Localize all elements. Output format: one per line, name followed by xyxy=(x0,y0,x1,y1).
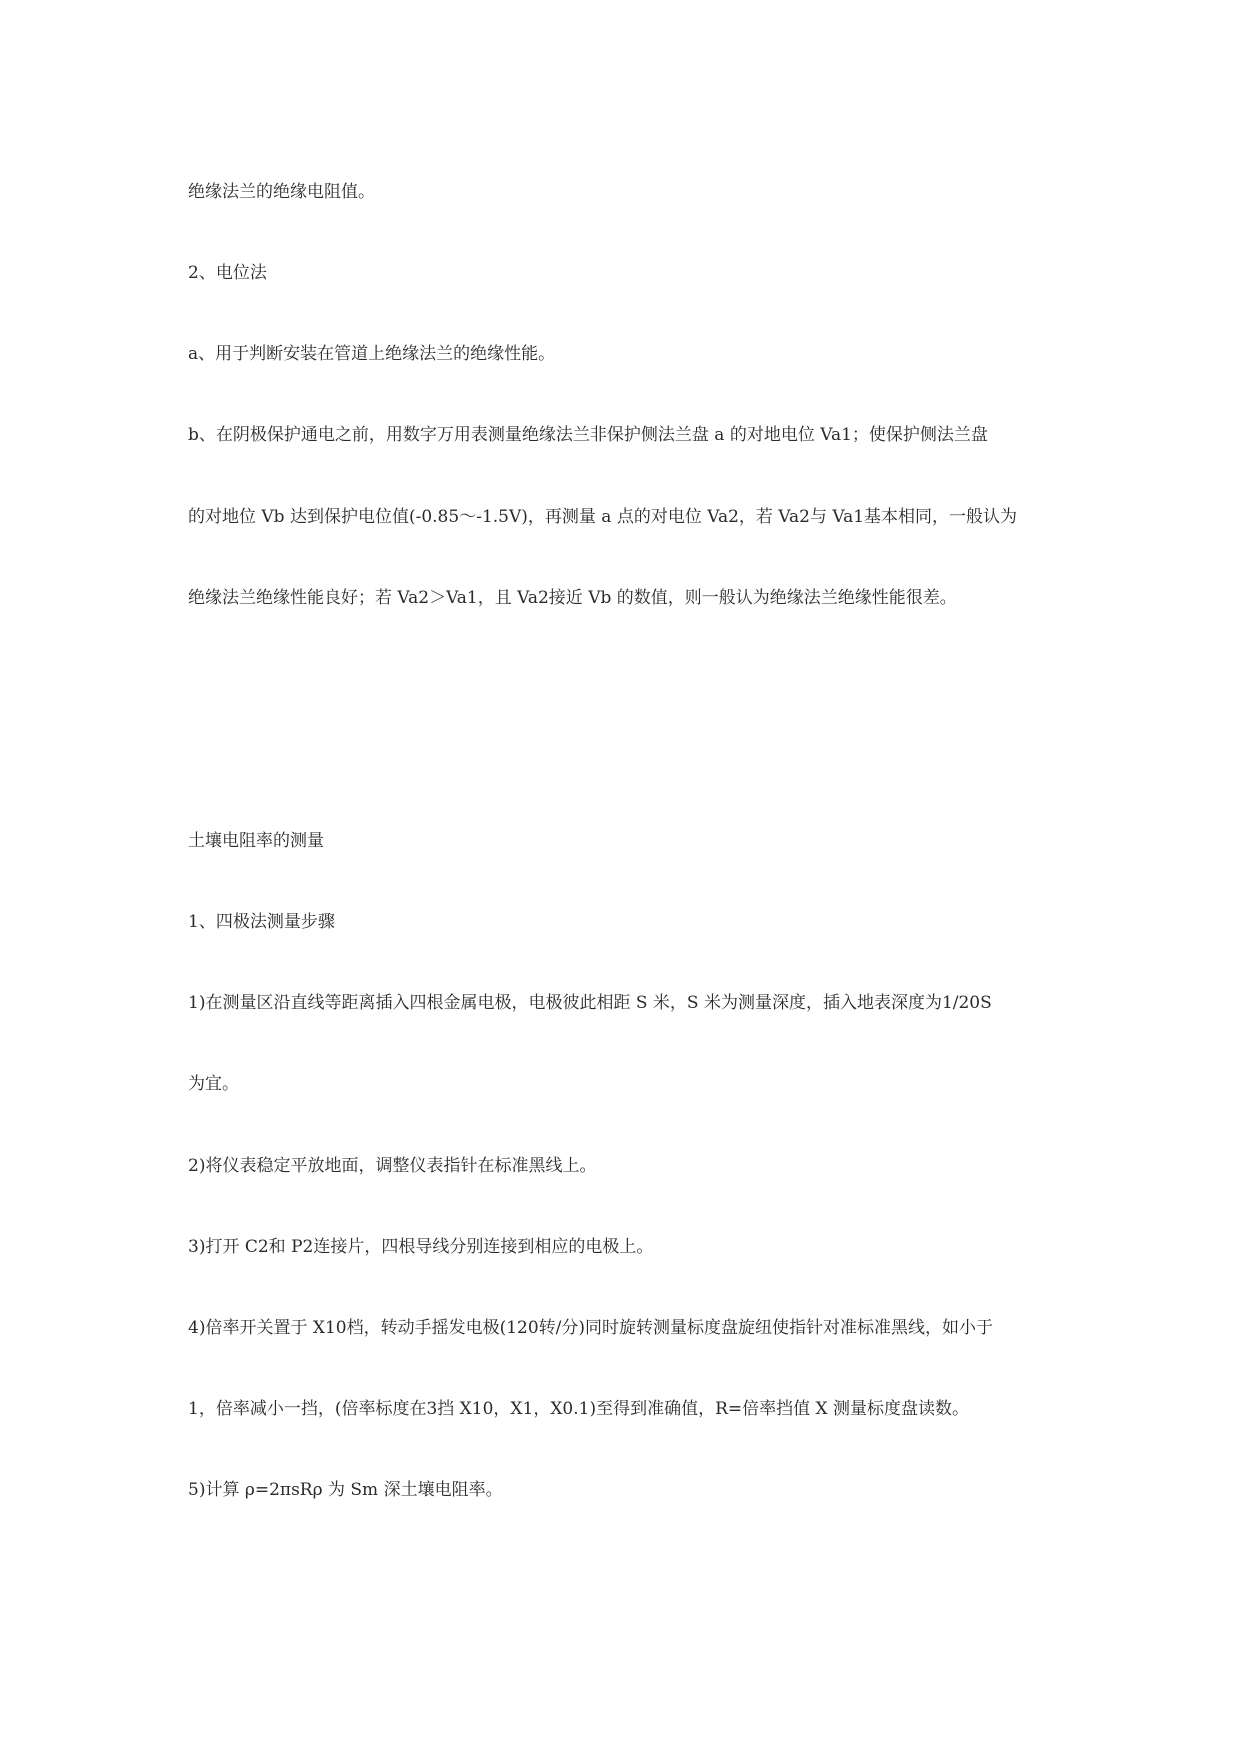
paragraph-line: 5)计算 ρ=2πsRρ 为 Sm 深土壤电阻率。 xyxy=(188,1480,503,1500)
paragraph-line: 2)将仪表稳定平放地面，调整仪表指针在标准黑线上。 xyxy=(188,1156,597,1176)
paragraph-line: 1，倍率减小一挡，(倍率标度在3挡 X10，X1，X0.1)至得到准确值，R=倍率挡值 X 测量标度盘读数。 xyxy=(188,1399,970,1419)
section-heading: 1、四极法测量步骤 xyxy=(188,912,335,932)
paragraph-line: 的对地位 Vb 达到保护电位值(-0.85～-1.5V)，再测量 a 点的对电位 Va2，若 Va2与 Va1基本相同，一般认为 xyxy=(188,507,1018,527)
paragraph-line: 3)打开 C2和 P2连接片，四根导线分别连接到相应的电极上。 xyxy=(188,1237,654,1257)
list-item: a、用于判断安装在管道上绝缘法兰的绝缘性能。 xyxy=(188,344,556,364)
section-title: 土壤电阻率的测量 xyxy=(188,831,324,851)
paragraph-line: 绝缘法兰绝缘性能良好；若 Va2＞Va1，且 Va2接近 Vb 的数值，则一般认为绝缘法兰绝缘性能很差。 xyxy=(188,588,957,608)
paragraph-line: 4)倍率开关置于 X10档，转动手摇发电极(120转/分)同时旋转测量标度盘旋纽使指针对准标准黑线，如小于 xyxy=(188,1318,994,1338)
paragraph-line: 为宜。 xyxy=(188,1074,239,1094)
paragraph-line: 绝缘法兰的绝缘电阻值。 xyxy=(188,182,375,202)
paragraph-line: b、在阴极保护通电之前，用数字万用表测量绝缘法兰非保护侧法兰盘 a 的对地电位 Va1；使保护侧法兰盘 xyxy=(188,425,988,445)
paragraph-line: 1)在测量区沿直线等距离插入四根金属电极，电极彼此相距 S 米，S 米为测量深度，插入地表深度为1/20S xyxy=(188,993,992,1013)
section-heading: 2、电位法 xyxy=(188,263,267,283)
